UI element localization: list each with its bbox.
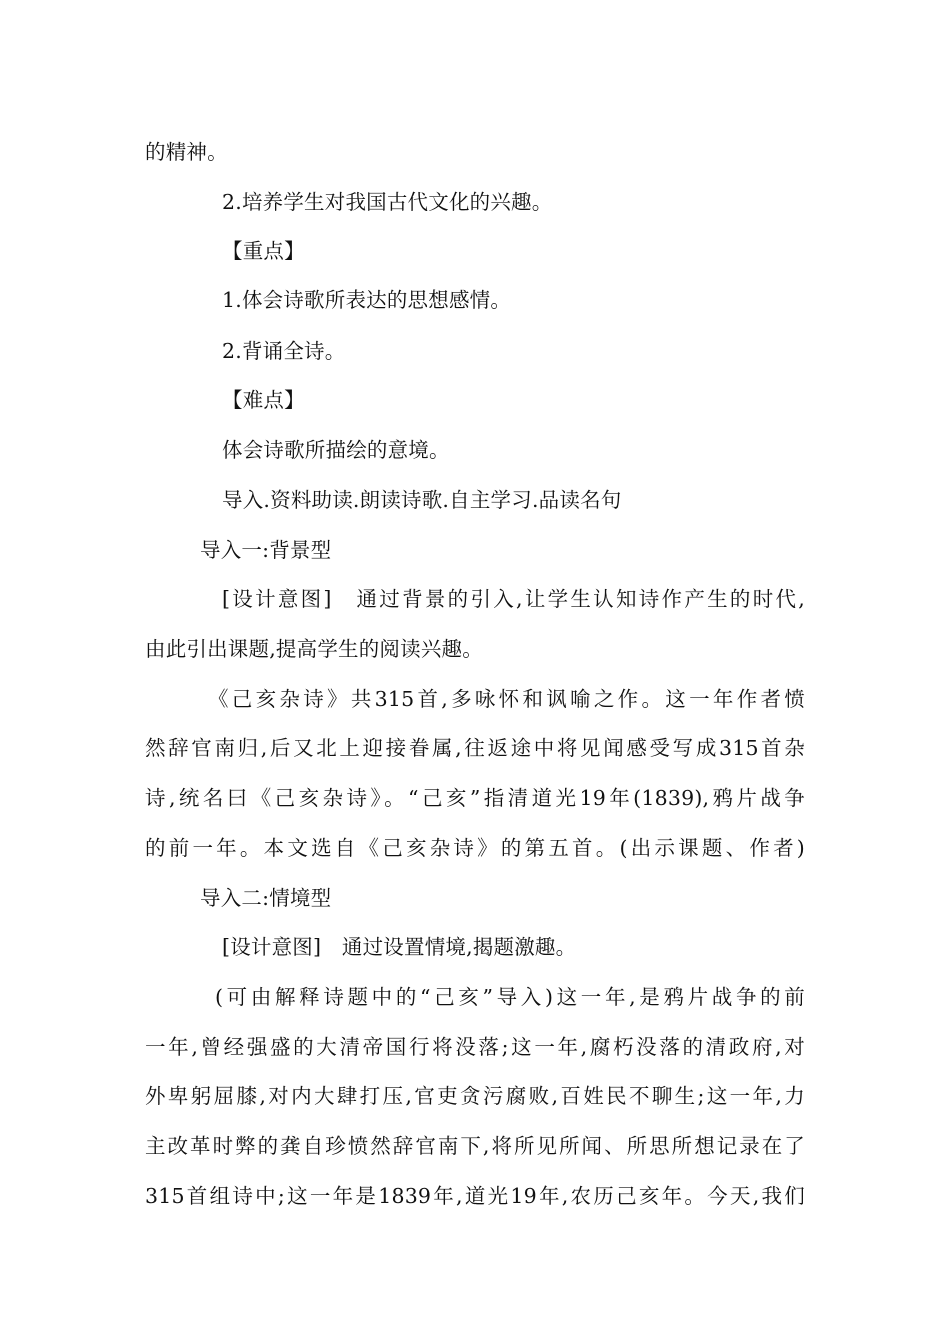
paragraph-line: 的前一年。本文选自《己亥杂诗》的第五首。(出示课题、作者) — [145, 836, 805, 860]
design-intent-line: [设计意图] 通过背景的引入,让学生认知诗作产生的时代, — [222, 587, 805, 611]
text-line: 的精神。 — [145, 140, 228, 164]
paragraph-line: 《己亥杂诗》共315首,多咏怀和讽喻之作。这一年作者愤 — [208, 687, 805, 711]
paragraph-line: 然辞官南归,后又北上迎接眷属,往返途中将见闻感受写成315首杂 — [145, 736, 805, 760]
intro-two-heading: 导入二:情境型 — [200, 886, 332, 910]
paragraph-line: 315首组诗中;这一年是1839年,道光19年,农历己亥年。今天,我们 — [145, 1184, 805, 1208]
paragraph-line: 一年,曾经强盛的大清帝国行将没落;这一年,腐朽没落的清政府,对 — [145, 1035, 805, 1059]
difficulty-item: 体会诗歌所描绘的意境。 — [222, 438, 450, 462]
section-heading-difficulties: 【难点】 — [222, 388, 305, 412]
paragraph-line: 诗,统名曰《己亥杂诗》。“己亥”指清道光19年(1839),鸦片战争 — [145, 786, 805, 810]
lesson-steps: 导入.资料助读.朗读诗歌.自主学习.品读名句 — [222, 488, 622, 512]
intro-one-heading: 导入一:背景型 — [200, 538, 332, 562]
paragraph-line: 主改革时弊的龚自珍愤然辞官南下,将所见所闻、所思所想记录在了 — [145, 1134, 805, 1158]
paragraph-line: 由此引出课题,提高学生的阅读兴趣。 — [145, 637, 483, 661]
paragraph-line: (可由解释诗题中的“己亥”导入)这一年,是鸦片战争的前 — [215, 985, 805, 1009]
paragraph-line: 外卑躬屈膝,对内大肆打压,官吏贪污腐败,百姓民不聊生;这一年,力 — [145, 1084, 805, 1108]
key-point-item: 2.背诵全诗。 — [222, 339, 346, 363]
design-intent-line: [设计意图] 通过设置情境,揭题激趣。 — [222, 935, 577, 959]
objective-item: 2.培养学生对我国古代文化的兴趣。 — [222, 190, 553, 214]
key-point-item: 1.体会诗歌所表达的思想感情。 — [222, 288, 512, 312]
section-heading-key-points: 【重点】 — [222, 239, 305, 263]
